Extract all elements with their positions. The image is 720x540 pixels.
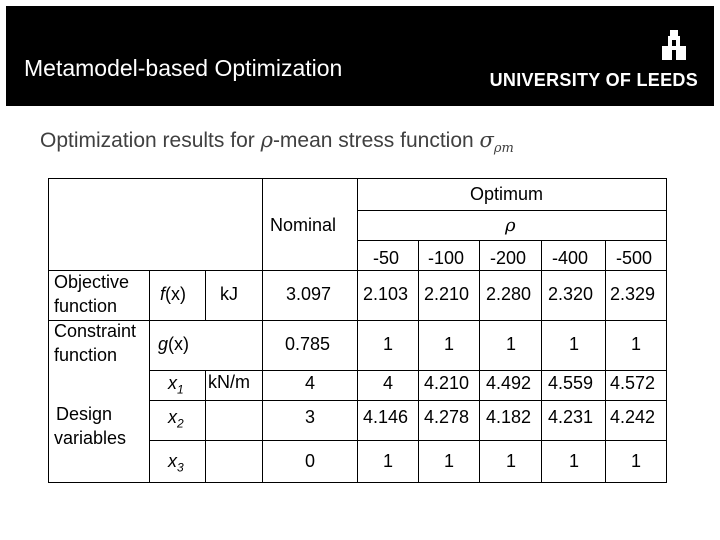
slide-title: Metamodel-based Optimization — [24, 55, 343, 81]
x2-nominal: 3 — [305, 407, 316, 427]
design-unit: kN/m — [208, 372, 250, 392]
rho-value: -200 — [490, 248, 527, 268]
x3-optimum: 1 — [506, 451, 517, 471]
x1-optimum: 4.572 — [610, 373, 656, 393]
design-symbol-x1: $x_1$ — [168, 373, 184, 397]
objective-symbol: f(x) — [160, 284, 187, 304]
constraint-nominal: 0.785 — [285, 334, 331, 354]
constraint-optimum: 1 — [506, 334, 517, 354]
constraint-optimum: 1 — [383, 334, 394, 354]
objective-optimum: 2.280 — [486, 284, 532, 304]
x3-optimum: 1 — [631, 451, 642, 471]
slide-subtitle: Optimization results for ρ-mean stress function $\sigma_{\rho m}$ — [40, 128, 514, 157]
objective-label-line2: function — [54, 296, 118, 316]
rho-value: -500 — [616, 248, 653, 268]
x2-optimum: 4.231 — [548, 407, 594, 427]
x3-optimum: 1 — [444, 451, 455, 471]
x2-optimum: 4.242 — [610, 407, 656, 427]
x1-nominal: 4 — [305, 373, 316, 393]
x1-optimum: 4.492 — [486, 373, 532, 393]
x3-optimum: 1 — [569, 451, 580, 471]
x2-optimum: 4.278 — [424, 407, 470, 427]
objective-optimum: 2.210 — [424, 284, 470, 304]
objective-optimum: 2.320 — [548, 284, 594, 304]
constraint-label-line2: function — [54, 345, 118, 365]
header-nominal: Nominal — [270, 215, 337, 235]
university-logo-text: UNIVERSITY OF LEEDS — [489, 70, 698, 90]
constraint-symbol: g(x) — [158, 334, 190, 354]
objective-label: Objective — [54, 272, 130, 292]
rho-value: -100 — [428, 248, 465, 268]
objective-unit: kJ — [220, 284, 238, 304]
x1-optimum: 4.210 — [424, 373, 470, 393]
objective-optimum: 2.329 — [610, 284, 656, 304]
rho-value: -50 — [373, 248, 400, 268]
x1-optimum: 4.559 — [548, 373, 594, 393]
x1-optimum: 4 — [383, 373, 394, 393]
header-optimum: Optimum — [470, 184, 544, 204]
objective-optimum: 2.103 — [363, 284, 409, 304]
design-symbol-x3: $x_3$ — [168, 451, 184, 475]
objective-nominal: 3.097 — [286, 284, 332, 304]
x3-optimum: 1 — [383, 451, 394, 471]
design-label-line2: variables — [54, 428, 127, 448]
constraint-optimum: 1 — [569, 334, 580, 354]
rho-value: -400 — [552, 248, 589, 268]
header-rho: ρ — [505, 215, 516, 236]
x2-optimum: 4.146 — [363, 407, 409, 427]
constraint-label: Constraint — [54, 321, 137, 341]
constraint-optimum: 1 — [444, 334, 455, 354]
x3-nominal: 0 — [305, 451, 316, 471]
design-symbol-x2: $x_2$ — [168, 407, 184, 431]
constraint-optimum: 1 — [631, 334, 642, 354]
design-label: Design — [56, 404, 113, 424]
x2-optimum: 4.182 — [486, 407, 532, 427]
